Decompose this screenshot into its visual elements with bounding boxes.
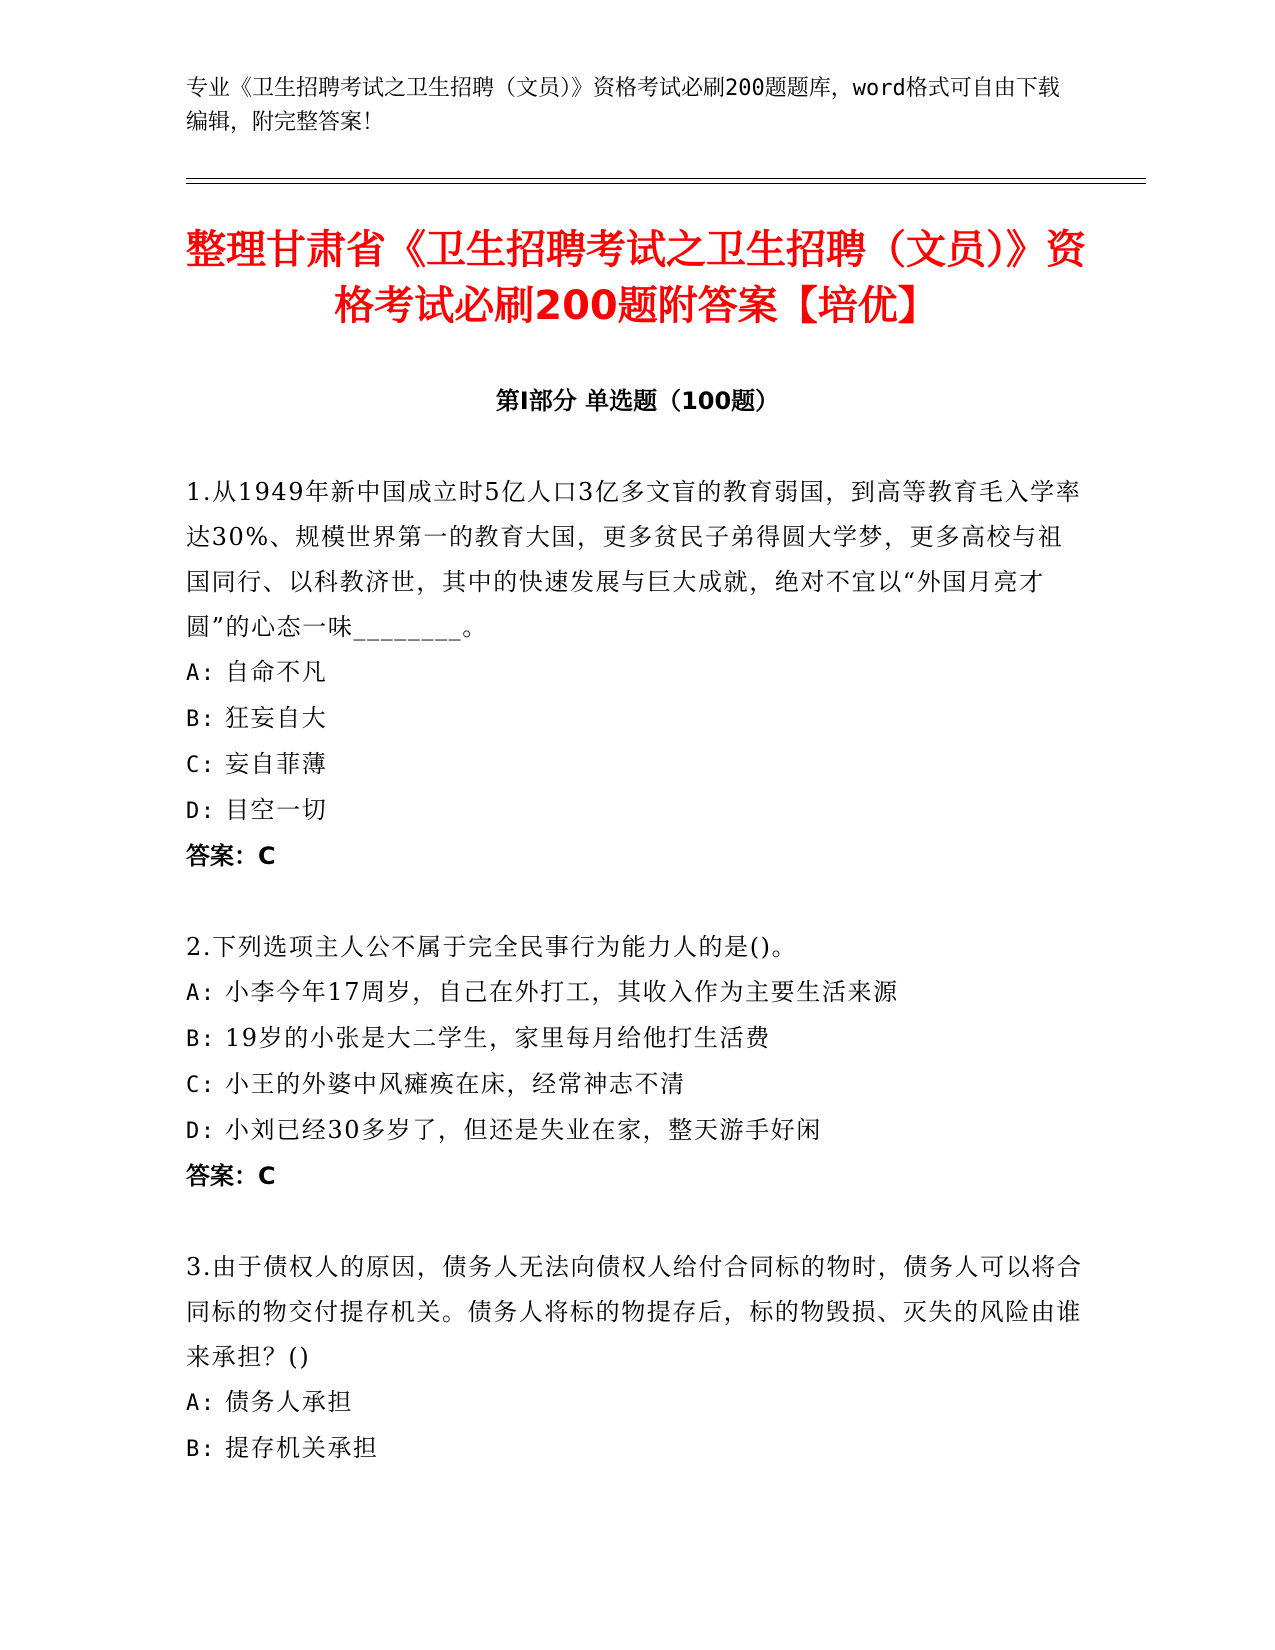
option-letter: A: bbox=[186, 1391, 216, 1416]
question-1 bbox=[186, 470, 1086, 879]
option-letter: A: bbox=[186, 981, 216, 1006]
option-text: 小王的外婆中风瘫痪在床，经常神志不清 bbox=[224, 1070, 686, 1098]
header-rule-bottom bbox=[186, 183, 1146, 184]
option-d bbox=[186, 1108, 1086, 1154]
section-title: 第Ⅰ部分 单选题（100题） bbox=[495, 387, 780, 415]
option-letter: A: bbox=[186, 661, 216, 686]
option-text: 债务人承担 bbox=[224, 1388, 353, 1416]
question-stem: 1.从1949年新中国成立时5亿人口3亿多文盲的教育弱国，到高等教育毛入学率达30%、规模世界第一的教育大国，更多贫民子弟得圆大学梦，更多高校与祖国同行、以科教济世，其中的快速发展与巨大成就，绝对不宜以“外国月亮才圆”的心态一味________。 bbox=[186, 478, 1082, 641]
option-text: 提存机关承担 bbox=[224, 1434, 379, 1462]
question-stem: 2.下列选项主人公不属于完全民事行为能力人的是()。 bbox=[186, 933, 798, 961]
option-b bbox=[186, 696, 1086, 742]
option-c bbox=[186, 742, 1086, 788]
option-text: 小李今年17周岁，自己在外打工，其收入作为主要生活来源 bbox=[224, 978, 899, 1006]
option-c bbox=[186, 1062, 1086, 1108]
option-text: 狂妄自大 bbox=[224, 704, 328, 732]
option-text: 19岁的小张是大二学生，家里每月给他打生活费 bbox=[224, 1024, 771, 1052]
option-b bbox=[186, 1426, 1086, 1472]
option-letter: B: bbox=[186, 1437, 216, 1462]
option-letter: B: bbox=[186, 707, 216, 732]
question-stem: 3.由于债权人的原因，债务人无法向债权人给付合同标的物时，债务人可以将合同标的物交付提存机关。债务人将标的物提存后，标的物毁损、灭失的风险由谁来承担？() bbox=[186, 1253, 1083, 1371]
option-letter: C: bbox=[186, 1073, 216, 1098]
option-letter: C: bbox=[186, 753, 216, 778]
option-d bbox=[186, 788, 1086, 834]
option-letter: D: bbox=[186, 1119, 216, 1144]
answer-line: 答案：C bbox=[186, 1162, 276, 1190]
option-text: 目空一切 bbox=[224, 796, 328, 824]
option-letter: B: bbox=[186, 1027, 216, 1052]
question-list bbox=[186, 470, 1086, 1518]
header-note: 专业《卫生招聘考试之卫生招聘（文员）》资格考试必刷200题题库，word格式可自由下载编辑，附完整答案！ bbox=[186, 76, 1060, 135]
document-title: 整理甘肃省《卫生招聘考试之卫生招聘（文员）》资格考试必刷200题附答案【培优】 bbox=[186, 227, 1086, 329]
option-a bbox=[186, 1380, 1086, 1426]
option-a bbox=[186, 970, 1086, 1016]
option-letter: D: bbox=[186, 799, 216, 824]
answer-line: 答案：C bbox=[186, 842, 276, 870]
header-rule-top bbox=[186, 178, 1146, 179]
option-text: 妄自菲薄 bbox=[224, 750, 328, 778]
option-a bbox=[186, 650, 1086, 696]
option-text: 小刘已经30多岁了，但还是失业在家，整天游手好闲 bbox=[224, 1116, 822, 1144]
option-text: 自命不凡 bbox=[224, 658, 328, 686]
question-3 bbox=[186, 1245, 1086, 1472]
question-2 bbox=[186, 925, 1086, 1199]
option-b bbox=[186, 1016, 1086, 1062]
